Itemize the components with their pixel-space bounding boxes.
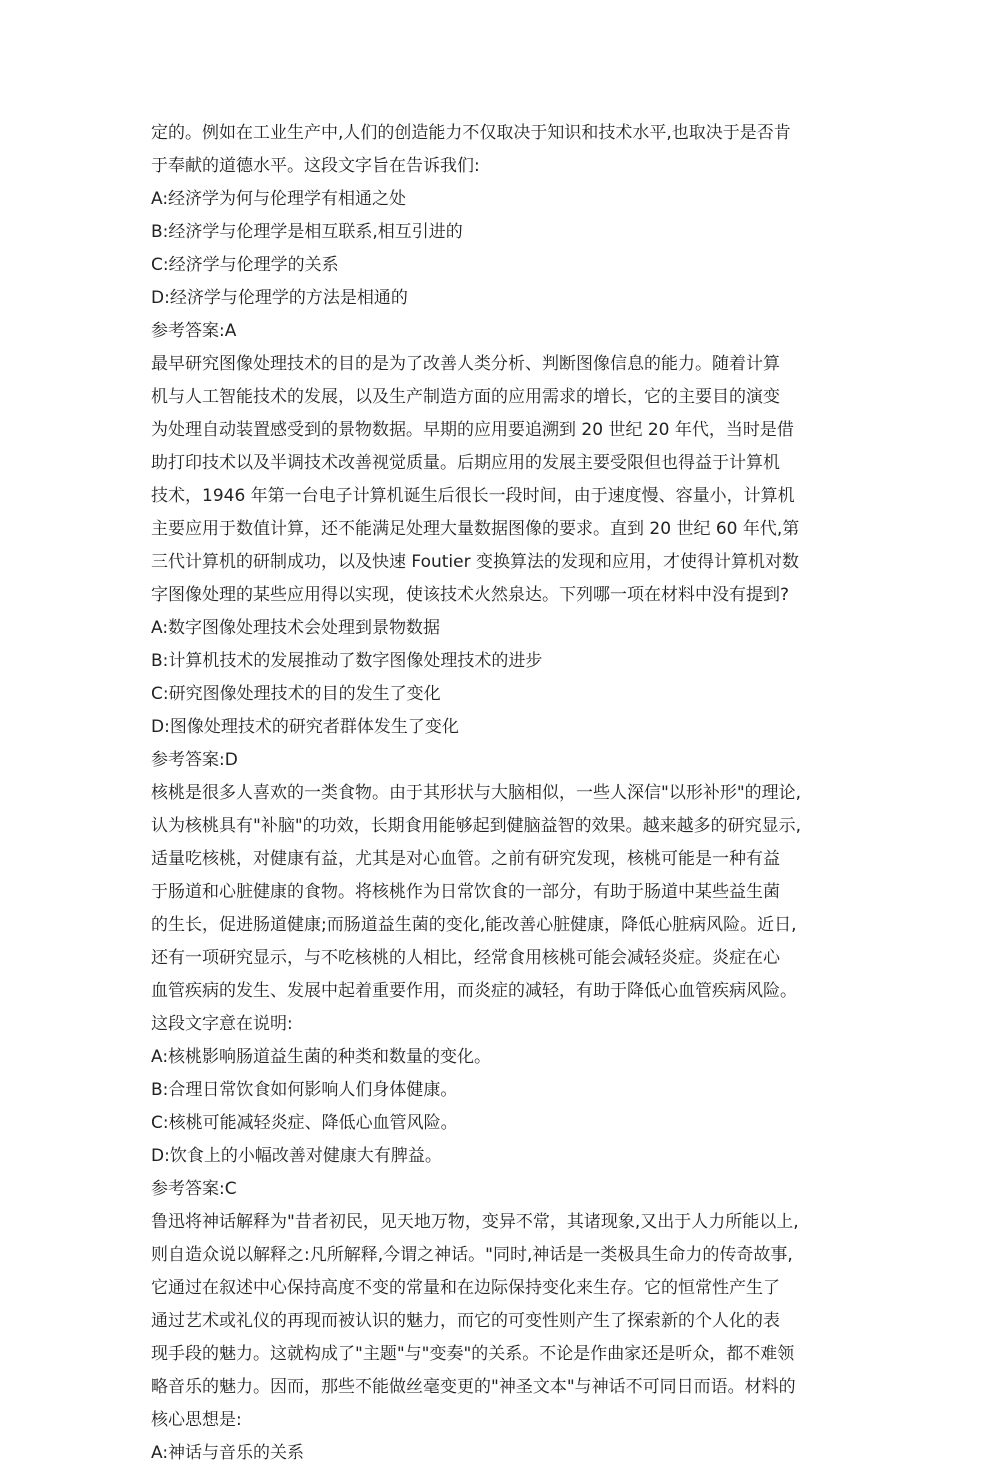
- question-stem-line: 技术，1946 年第一台电子计算机诞生后很长一段时间，由于速度慢、容量小，计算机: [151, 486, 795, 506]
- reference-answer: 参考答案:A: [151, 321, 237, 341]
- reference-answer: 参考答案:D: [151, 750, 238, 770]
- reference-answer: 参考答案:C: [151, 1179, 237, 1199]
- option-c: C:核桃可能减轻炎症、降低心血管风险。: [151, 1113, 458, 1133]
- option-b: B:合理日常饮食如何影响人们身体健康。: [151, 1080, 458, 1100]
- question-stem-line: 这段文字意在说明:: [151, 1014, 293, 1034]
- option-d: D:图像处理技术的研究者群体发生了变化: [151, 717, 459, 737]
- question-stem-line: 于肠道和心脏健康的食物。将核桃作为日常饮食的一部分，有助于肠道中某些益生菌: [151, 882, 780, 902]
- option-a: A:神话与音乐的关系: [151, 1443, 305, 1463]
- option-a: A:数字图像处理技术会处理到景物数据: [151, 618, 441, 638]
- option-a: A:经济学为何与伦理学有相通之处: [151, 189, 407, 209]
- question-stem-line: 为处理自动装置感受到的景物数据。早期的应用要追溯到 20 世纪 20 年代，当时是借: [151, 420, 794, 440]
- question-stem-line: 适量吃核桃，对健康有益，尤其是对心血管。之前有研究发现，核桃可能是一种有益: [151, 849, 780, 869]
- document-page: [151, 118, 857, 1471]
- question-stem-line: 核桃是很多人喜欢的一类食物。由于其形状与大脑相似，一些人深信"以形补形"的理论,: [151, 783, 802, 803]
- question-stem-line: 字图像处理的某些应用得以实现，使该技术火然泉达。下列哪一项在材料中没有提到?: [151, 585, 790, 605]
- question-block-2: [151, 778, 857, 1205]
- question-stem-line: 定的。例如在工业生产中,人们的创造能力不仅取决于知识和技术水平,也取决于是否肯: [151, 123, 791, 143]
- question-stem-line: 它通过在叙述中心保持高度不变的常量和在边际保持变化来生存。它的恒常性产生了: [151, 1278, 780, 1298]
- option-b: B:计算机技术的发展推动了数字图像处理技术的进步: [151, 651, 543, 671]
- option-c: C:经济学与伦理学的关系: [151, 255, 339, 275]
- question-stem-line: 认为核桃具有"补脑"的功效，长期食用能够起到健脑益智的效果。越来越多的研究显示,: [151, 816, 802, 836]
- question-stem-line: 鲁迅将神话解释为"昔者初民，见天地万物，变异不常，其诸现象,又出于人力所能以上,: [151, 1212, 799, 1232]
- question-stem-line: 血管疾病的发生、发展中起着重要作用，而炎症的减轻，有助于降低心血管疾病风险。: [151, 981, 797, 1001]
- question-block-3: [151, 1207, 857, 1469]
- question-block-0: [151, 118, 857, 347]
- option-d: D:经济学与伦理学的方法是相通的: [151, 288, 408, 308]
- question-stem-line: 的生长，促进肠道健康;而肠道益生菌的变化,能改善心脏健康，降低心脏病风险。近日,: [151, 915, 797, 935]
- question-block-1: [151, 349, 857, 776]
- question-stem-line: 现手段的魅力。这就构成了"主题"与"变奏"的关系。不论是作曲家还是听众，都不难领: [151, 1344, 795, 1364]
- question-stem-line: 略音乐的魅力。因而，那些不能做丝毫变更的"神圣文本"与神话不可同日而语。材料的: [151, 1377, 796, 1397]
- option-d: D:饮食上的小幅改善对健康大有脾益。: [151, 1146, 442, 1166]
- question-stem-line: 通过艺术或礼仪的再现而被认识的魅力，而它的可变性则产生了探索新的个人化的表: [151, 1311, 780, 1331]
- question-stem-line: 机与人工智能技术的发展，以及生产制造方面的应用需求的增长，它的主要目的演变: [151, 387, 780, 407]
- question-stem-line: 助打印技术以及半调技术改善视觉质量。后期应用的发展主要受限但也得益于计算机: [151, 453, 780, 473]
- question-stem-line: 最早研究图像处理技术的目的是为了改善人类分析、判断图像信息的能力。随着计算: [151, 354, 780, 374]
- question-stem-line: 主要应用于数值计算，还不能满足处理大量数据图像的要求。直到 20 世纪 60 年代,第: [151, 519, 800, 539]
- question-stem-line: 则自造众说以解释之:凡所解释,今谓之神话。"同时,神话是一类极具生命力的传奇故事,: [151, 1245, 793, 1265]
- question-stem-line: 核心思想是:: [151, 1410, 242, 1430]
- option-a: A:核桃影响肠道益生菌的种类和数量的变化。: [151, 1047, 492, 1067]
- question-stem-line: 三代计算机的研制成功，以及快速 Foutier 变换算法的发现和应用，才使得计算机对数: [151, 552, 799, 572]
- question-stem-line: 还有一项研究显示，与不吃核桃的人相比，经常食用核桃可能会减轻炎症。炎症在心: [151, 948, 780, 968]
- option-c: C:研究图像处理技术的目的发生了变化: [151, 684, 441, 704]
- question-stem-line: 于奉献的道德水平。这段文字旨在告诉我们:: [151, 156, 480, 176]
- option-b: B:经济学与伦理学是相互联系,相互引进的: [151, 222, 463, 242]
